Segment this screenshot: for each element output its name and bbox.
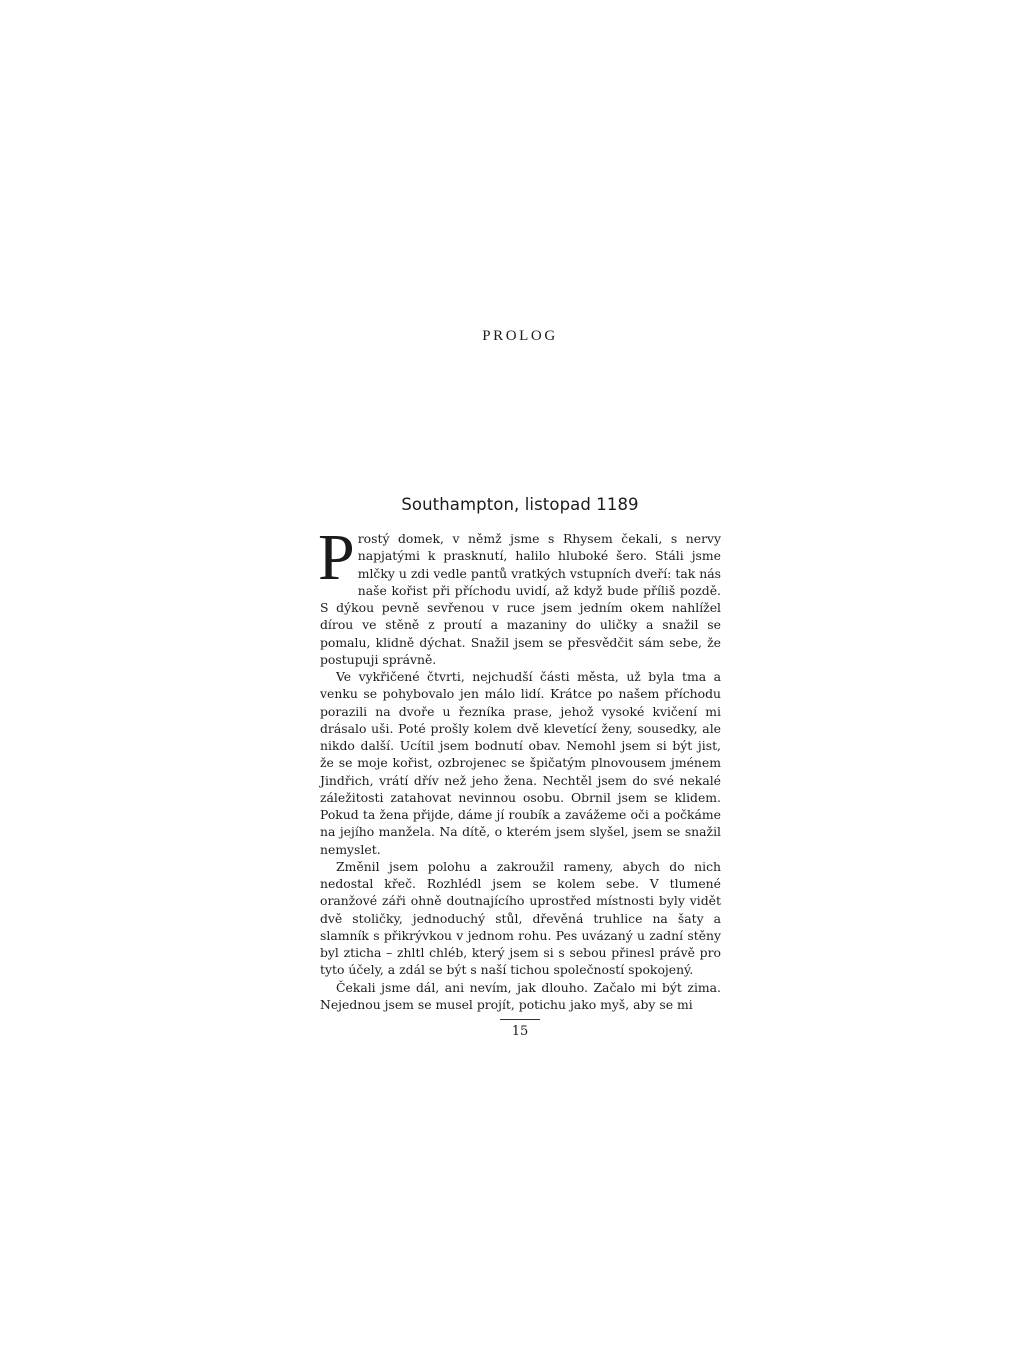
paragraph-1 [318,521,721,668]
paragraph-3: Změnil jsem polohu a zakroužil rameny, abych do nich nedostal křeč. Rozhlédl jsem se kolem sebe. V tlumené oranžové záři ohně doutnajícího uprostřed místnosti byly vidět dvě stoličky, jednoduchý stůl, dřevěná truhlice na šaty a slamník s přikrývkou v jednom rohu. Pes uvázaný u zadní stěny byl zticha – zhltl chléb, který jsem si s sebou přinesl právě pro tyto účely, a zdál se být s naší tichou společností spokojený. [320,858,721,978]
chapter-heading: PROLOG [482,328,558,344]
paragraph-1-text: rostý domek, v němž jsme s Rhysem čekali, s nervy napjatými k prasknutí, halilo hluboké šero. Stáli jsme mlčky u zdi vedle pantů vratkých vstupních dveří: tak nás naše kořist při příchodu uvidí, až když bude příliš pozdě. S dýkou pevně sevřenou v ruce jsem jedním okem nahlížel dírou ve stěně z proutí a mazaniny do uličky a snažil se pomalu, klidně dýchat. Snažil jsem se přesvědčit sám sebe, že postupuji správně. [320,531,721,667]
body-text [318,521,721,1013]
drop-cap: P [318,521,355,594]
paragraph-2: Ve vykřičené čtvrti, nejchudší části města, už byla tma a venku se pohybovalo jen málo lidí. Krátce po našem příchodu porazili na dvoře u řezníka prase, jehož vysoké kvičení mi drásalo uši. Poté prošly kolem dvě klevetící ženy, sousedky, ale nikdo další. Ucítil jsem bodnutí obav. Nemohl jsem si být jist, že se moje kořist, ozbrojenec se špičatým plnovousem jménem Jindřich, vrátí dřív než jeho žena. Nechtěl jsem do své nekalé záležitosti zatahovat nevinnou osobu. Obrnil jsem se klidem. Pokud ta žena přijde, dáme jí roubík a zavážeme oči a počkáme na jejího manžela. Na dítě, o kterém jsem slyšel, jsem se snažil nemyslet. [320,669,721,857]
footer-rule [500,1019,540,1020]
paragraph-4: Čekali jsme dál, ani nevím, jak dlouho. Začalo mi být zima. Nejednou jsem se musel projít, potichu jako myš, aby se mi [320,979,721,1012]
section-heading: Southampton, listopad 1189 [401,495,639,514]
page-number: 15 [511,1024,529,1039]
